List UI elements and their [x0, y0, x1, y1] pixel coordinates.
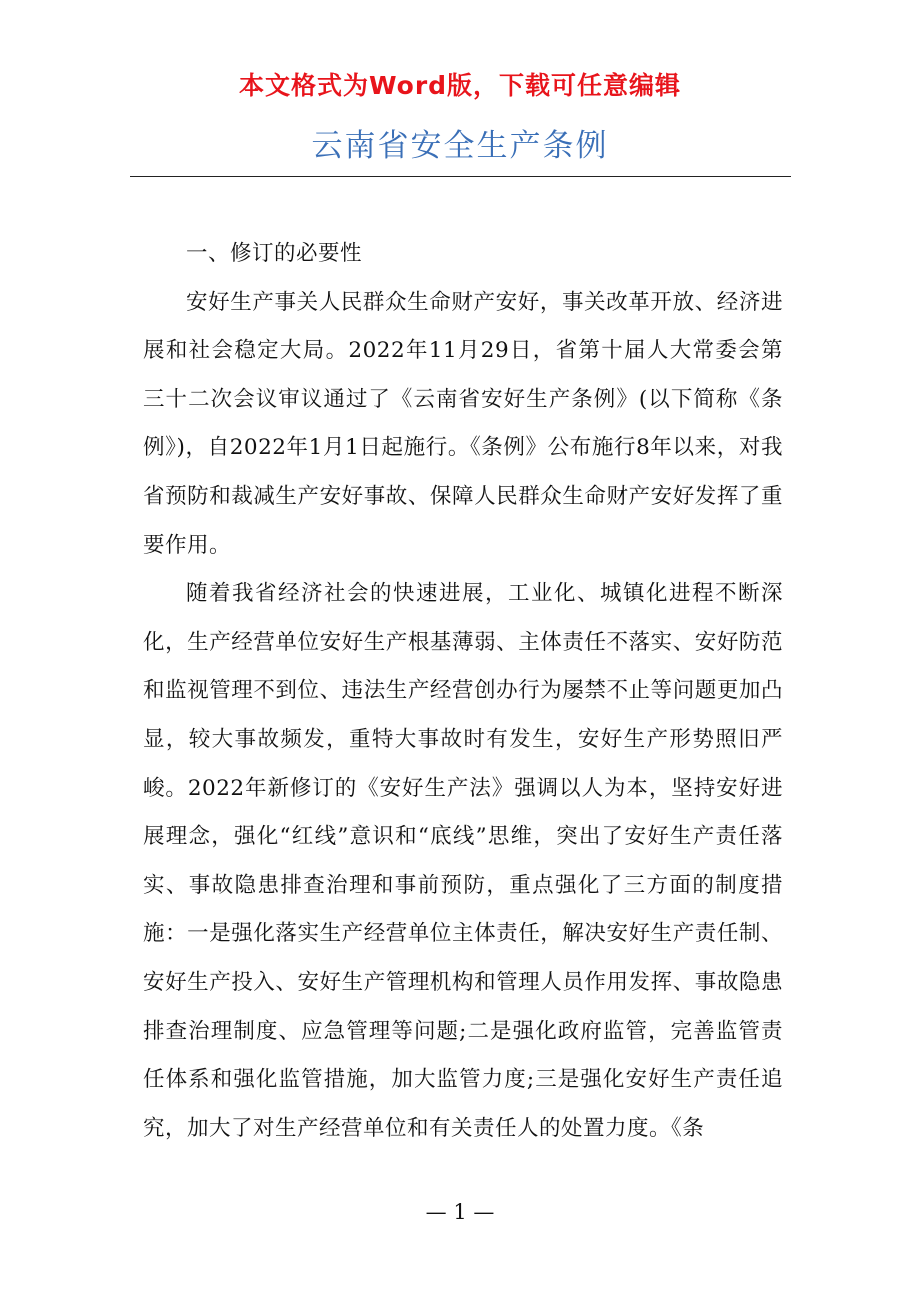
- download-banner: 本文格式为Word版，下载可任意编辑: [238, 71, 682, 100]
- document-body: [143, 230, 783, 1153]
- document-title: 云南省安全生产条例: [311, 128, 609, 164]
- page-number: — 1 —: [425, 1200, 495, 1224]
- title-divider: [130, 176, 791, 177]
- paragraph-1: 安好生产事关人民群众生命财产安好，事关改革开放、经济进展和社会稳定大局。2022年11月29日，省第十届人大常委会第三十二次会议审议通过了《云南省安好生产条例》(以下简称《条例》)，自2022年1月1日起施行。《条例》公布施行8年以来，对我省预防和裁减生产安好事故、保障人民群众生命财产安好发挥了重要作用。: [143, 289, 783, 558]
- section-heading: 一、修订的必要性: [186, 241, 363, 266]
- paragraph-2: 随着我省经济社会的快速进展，工业化、城镇化进程不断深化，生产经营单位安好生产根基薄弱、主体责任不落实、安好防范和监视管理不到位、违法生产经营创办行为屡禁不止等问题更加凸显，较大事故频发，重特大事故时有发生，安好生产形势照旧严峻。2022年新修订的《安好生产法》强调以人为本，坚持安好进展理念，强化“红线”意识和“底线”思维，突出了安好生产责任落实、事故隐患排查治理和事前预防，重点强化了三方面的制度措施：一是强化落实生产经营单位主体责任，解决安好生产责任制、安好生产投入、安好生产管理机构和管理人员作用发挥、事故隐患排查治理制度、应急管理等问题;二是强化政府监管，完善监管责任体系和强化监管措施，加大监管力度;三是强化安好生产责任追究，加大了对生产经营单位和有关责任人的处置力度。《条: [143, 581, 783, 1141]
